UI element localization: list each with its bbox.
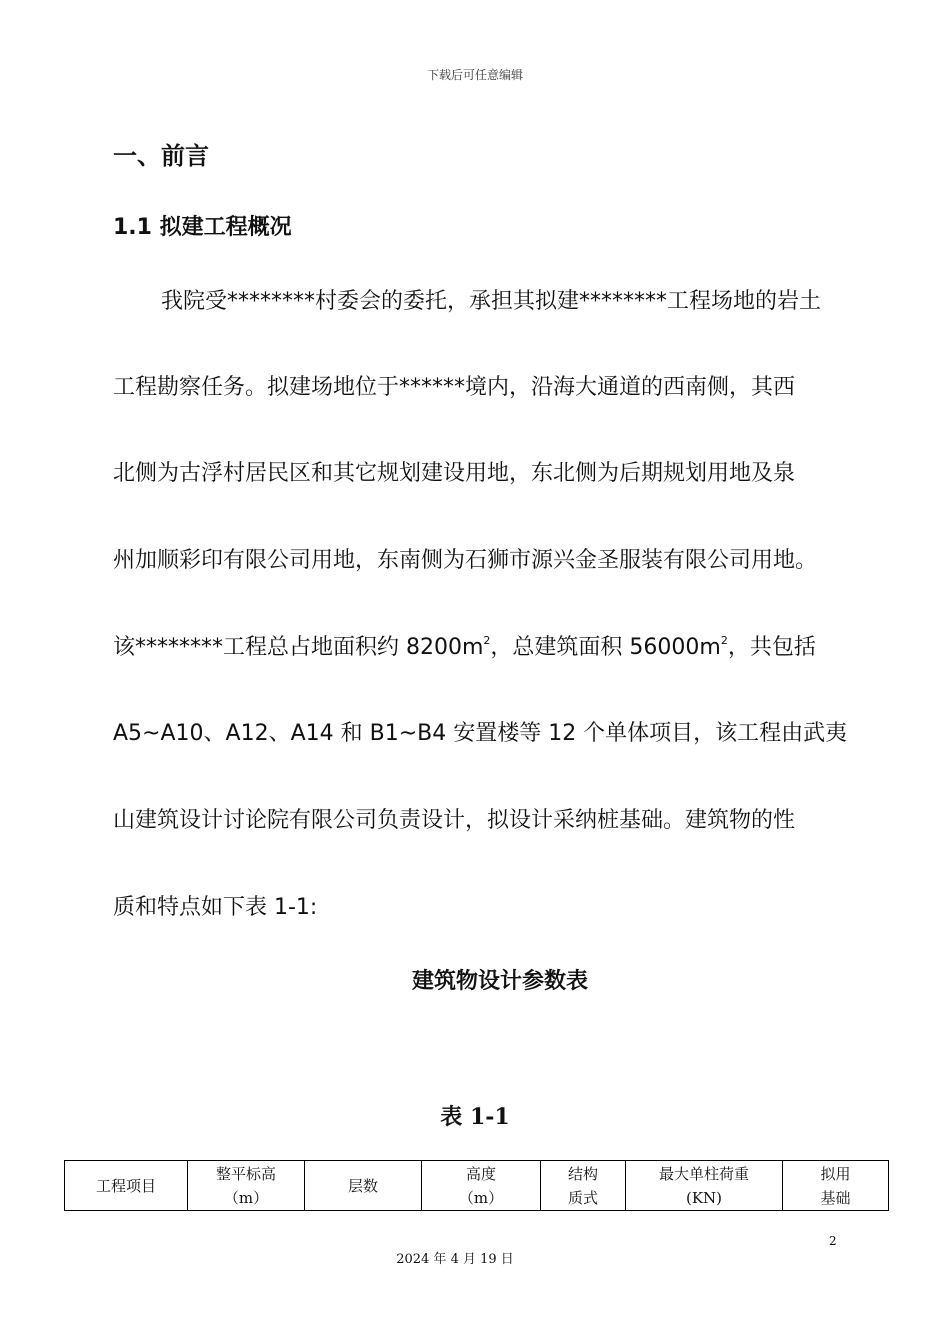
table-header-row <box>65 1161 889 1211</box>
area-text-c: ，共包括 <box>727 635 816 660</box>
table-number: 表 1-1 <box>440 1104 510 1130</box>
superscript: 2 <box>483 634 491 647</box>
footer-date: 2024 年 4 月 19 日 <box>396 1252 514 1267</box>
paragraph-line: 质和特点如下表 1-1: <box>113 895 318 920</box>
header-structure: 结构 质式 <box>541 1161 626 1211</box>
header-note: 下载后可任意编辑 <box>426 68 523 82</box>
paragraph-line: 州加顺彩印有限公司用地，东南侧为石狮市源兴金圣服装有限公司用地。 <box>113 548 818 573</box>
header-floors: 层数 <box>305 1161 422 1211</box>
header-foundation: 拟用 基础 <box>783 1161 889 1211</box>
building-parameter-table <box>64 1160 889 1211</box>
superscript: 2 <box>720 634 728 647</box>
section-heading: 一、前言 <box>113 142 209 170</box>
area-text-a: 该********工程总占地面积约 8200m <box>113 635 484 660</box>
subsection-heading: 1.1 拟建工程概况 <box>113 215 292 240</box>
paragraph-line: 山建筑设计讨论院有限公司负责设计，拟设计采纳桩基础。建筑物的性 <box>113 808 796 833</box>
header-max-load: 最大单柱荷重 (KN) <box>626 1161 783 1211</box>
header-height: 高度 （m） <box>422 1161 541 1211</box>
paragraph-line: 工程勘察任务。拟建场地位于******境内，沿海大通道的西南侧，其西 <box>113 375 796 400</box>
paragraph-line: 我院受********村委会的委托，承担其拟建********工程场地的岩土 <box>161 289 822 314</box>
paragraph-line: 北侧为古浮村居民区和其它规划建设用地，东北侧为后期规划用地及泉 <box>113 461 796 486</box>
header-elevation: 整平标高 （m） <box>188 1161 305 1211</box>
table-title: 建筑物设计参数表 <box>411 969 588 994</box>
header-project: 工程项目 <box>65 1161 188 1211</box>
paragraph-line: A5~A10、A12、A14 和 B1~B4 安置楼等 12 个单体项目，该工程由武夷 <box>113 721 848 746</box>
page-number: 2 <box>829 1234 837 1248</box>
paragraph-line-area <box>113 630 816 661</box>
area-text-b: ，总建筑面积 56000m <box>490 635 721 660</box>
